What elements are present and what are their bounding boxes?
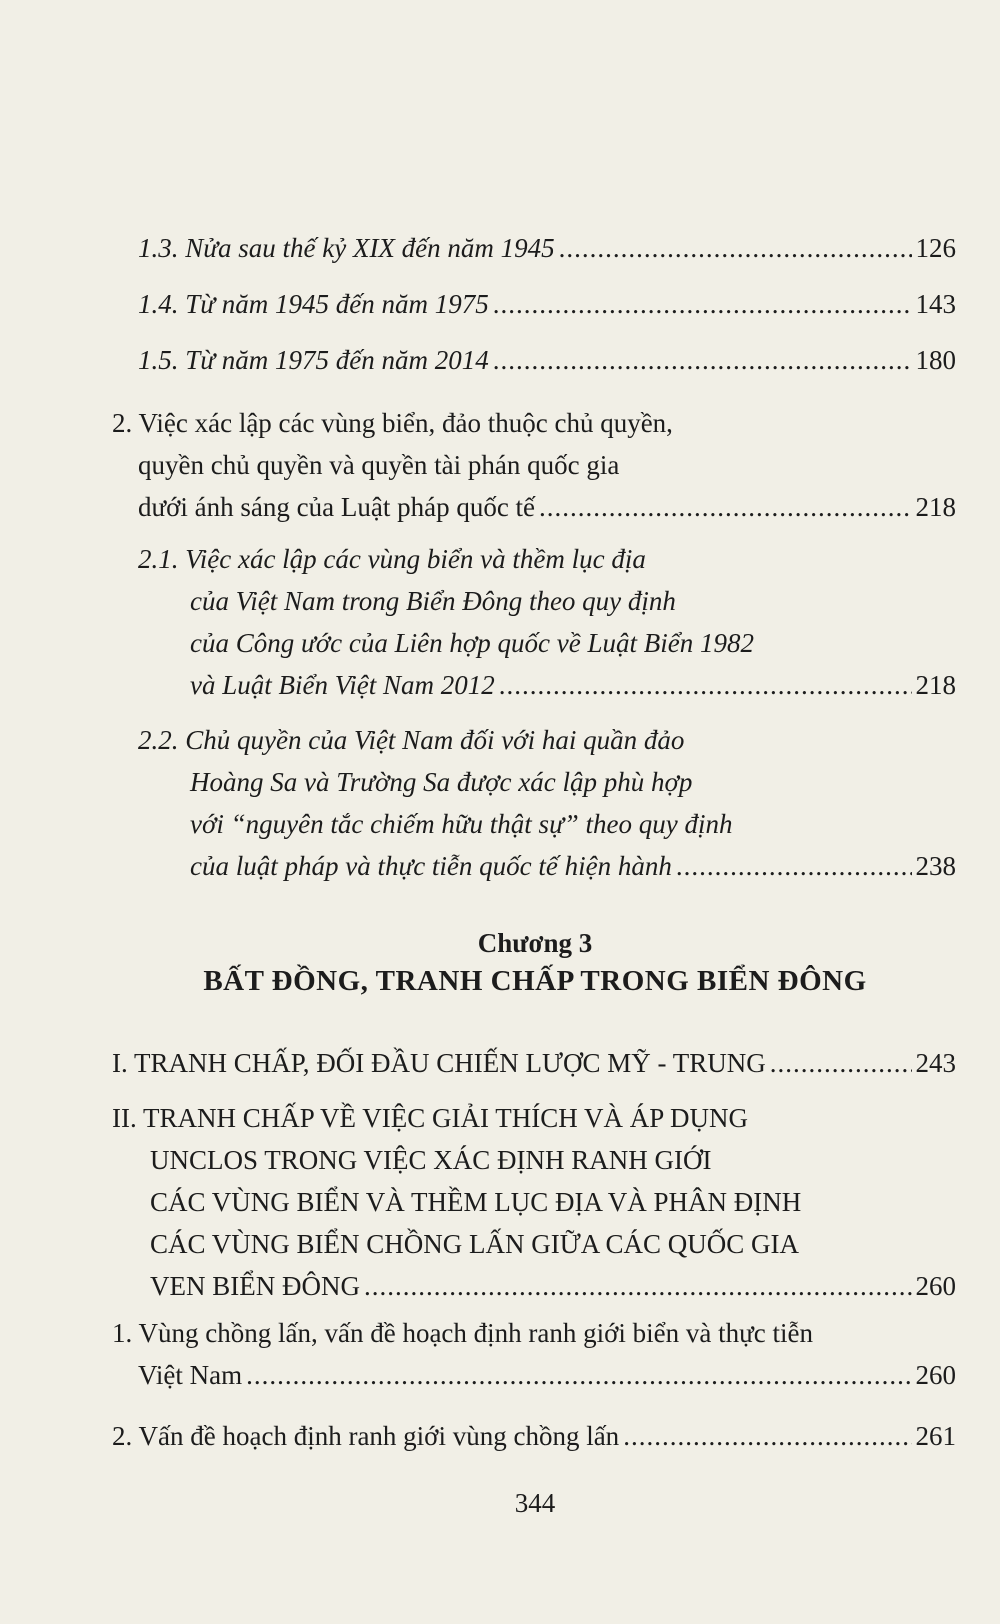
toc-entry-title-cont: của Công ước của Liên hợp quốc về Luật Biển 1982	[190, 628, 754, 658]
toc-entry-title-cont: VEN BIỂN ĐÔNG	[150, 1271, 360, 1301]
toc-entry-title-cont: dưới ánh sáng của Luật pháp quốc tế	[138, 492, 536, 522]
toc-page-number: 260	[915, 1360, 956, 1390]
toc-entry-2	[112, 402, 956, 528]
leader-dots	[559, 227, 912, 269]
leader-dots	[499, 664, 912, 706]
leader-dots	[770, 1042, 912, 1084]
toc-entry-title: 2.2. Chủ quyền của Việt Nam đối với hai quần đảo	[138, 725, 685, 755]
toc-entry-2-1	[138, 538, 956, 706]
toc-entry-title-cont: Việt Nam	[138, 1360, 243, 1390]
toc-entry-title: II. TRANH CHẤP VỀ VIỆC GIẢI THÍCH VÀ ÁP DỤNG	[112, 1103, 749, 1133]
toc-entry-title: 1.3. Nửa sau thế kỷ XIX đến năm 1945	[138, 233, 555, 263]
toc-entry-title-cont: của luật pháp và thực tiễn quốc tế hiện hành	[190, 851, 672, 881]
toc-page-number: 218	[915, 670, 956, 700]
leader-dots	[539, 486, 911, 528]
page-number: 344	[514, 1488, 556, 1518]
toc-entry-2b	[112, 1415, 956, 1457]
leader-dots	[364, 1265, 912, 1307]
leader-dots	[676, 845, 912, 887]
toc-entry-1	[112, 1312, 956, 1396]
leader-dots	[246, 1354, 911, 1396]
toc-entry-1-5	[138, 339, 956, 381]
toc-entry-title: 2. Việc xác lập các vùng biển, đảo thuộc chủ quyền,	[112, 408, 673, 438]
toc-entry-II	[112, 1097, 956, 1307]
toc-entry-title-cont: UNCLOS TRONG VIỆC XÁC ĐỊNH RANH GIỚI	[150, 1145, 712, 1175]
toc-entry-title-cont: với “nguyên tắc chiếm hữu thật sự” theo quy định	[190, 809, 733, 839]
toc-page-number: 126	[915, 233, 956, 263]
toc-entry-title: 1.4. Từ năm 1945 đến năm 1975	[138, 289, 489, 319]
toc-page-number: 261	[915, 1421, 956, 1451]
toc-page-number: 143	[915, 289, 956, 319]
toc-entry-title-cont: quyền chủ quyền và quyền tài phán quốc gia	[138, 450, 620, 480]
toc-entry-title-cont: của Việt Nam trong Biển Đông theo quy định	[190, 586, 676, 616]
toc-page-number: 180	[915, 345, 956, 375]
toc-entry-title-cont: và Luật Biển Việt Nam 2012	[190, 670, 495, 700]
leader-dots	[623, 1415, 911, 1457]
toc-entry-title: I. TRANH CHẤP, ĐỐI ĐẦU CHIẾN LƯỢC MỸ - TRUNG	[112, 1048, 766, 1078]
toc-entry-title-cont: CÁC VÙNG BIỂN VÀ THỀM LỤC ĐỊA VÀ PHÂN ĐỊNH	[150, 1187, 802, 1217]
toc-page-number: 243	[915, 1048, 956, 1078]
toc-entry-I	[112, 1042, 956, 1084]
toc-entry-title-cont: CÁC VÙNG BIỂN CHỒNG LẤN GIỮA CÁC QUỐC GIA	[150, 1229, 799, 1259]
toc-entry-title: 1. Vùng chồng lấn, vấn đề hoạch định ranh giới biển và thực tiễn	[112, 1318, 813, 1348]
toc-entry-1-3	[138, 227, 956, 269]
toc-page-number: 218	[915, 492, 956, 522]
toc-entry-title: 2.1. Việc xác lập các vùng biển và thềm lục địa	[138, 544, 646, 574]
toc-entry-2-2	[138, 719, 956, 887]
toc-entry-title: 2. Vấn đề hoạch định ranh giới vùng chồng lấn	[112, 1421, 620, 1451]
leader-dots	[493, 339, 912, 381]
toc-entry-title-cont: Hoàng Sa và Trường Sa được xác lập phù hợp	[190, 767, 693, 797]
leader-dots	[493, 283, 912, 325]
toc-page-number: 260	[915, 1271, 956, 1301]
chapter-title: BẤT ĐỒNG, TRANH CHẤP TRONG BIỂN ĐÔNG	[203, 965, 867, 997]
chapter-number: Chương 3	[477, 928, 593, 958]
toc-entry-1-4	[138, 283, 956, 325]
toc-page-number: 238	[915, 851, 956, 881]
toc-entry-title: 1.5. Từ năm 1975 đến năm 2014	[138, 345, 489, 375]
